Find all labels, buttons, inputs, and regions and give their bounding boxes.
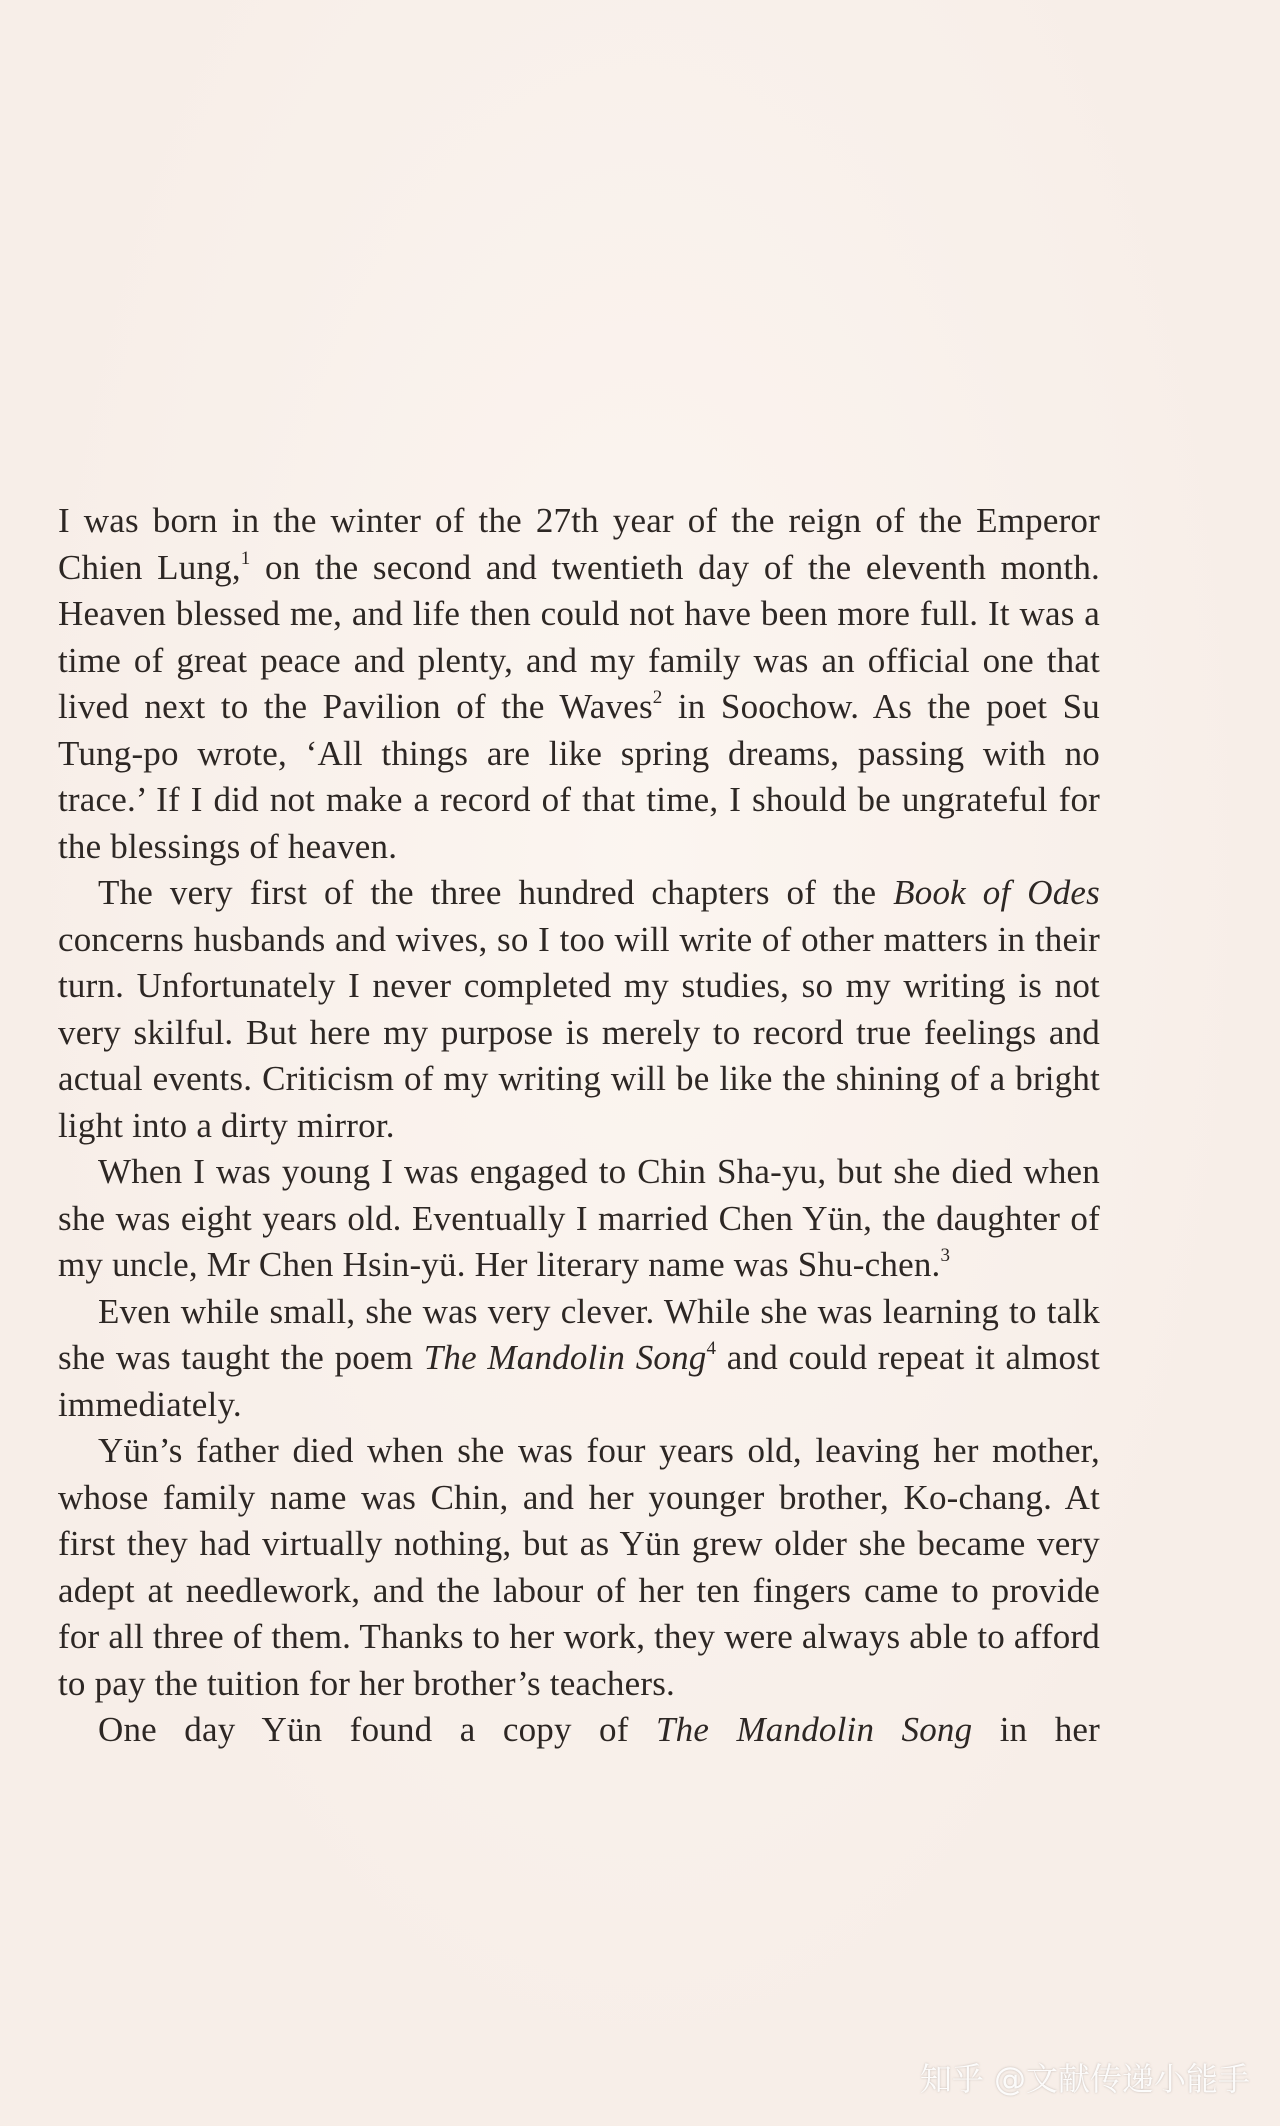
italic-title: The Mandolin Song	[655, 1710, 973, 1749]
paragraph-p1	[58, 498, 1100, 870]
footnote-marker: 2	[652, 687, 663, 709]
paragraph-p6	[58, 1707, 1100, 1754]
text-run: One day Yün found a copy of	[98, 1710, 656, 1749]
italic-title: Book of Odes	[893, 873, 1100, 912]
text-run: in Soochow. As the poet Su Tung-po wrote, ‘All things are like spring dreams, passing with no trace.’ If I did not make a record of that time, I should be ungrateful for the blessings of heaven.	[58, 687, 1100, 866]
paragraph-p2	[58, 870, 1100, 1149]
text-run: The very first of the three hundred chapters of the	[98, 873, 894, 912]
footnote-marker: 1	[240, 547, 251, 569]
paragraph-p4	[58, 1289, 1100, 1429]
body-text	[58, 498, 1100, 1754]
text-run: I was born in the winter of the 27th year of the reign of the Emperor Chien Lung,	[58, 501, 1100, 587]
italic-title: The Mandolin Song	[423, 1338, 707, 1377]
watermark: 知乎 @文献传递小能手	[919, 2060, 1250, 2098]
paragraph-p5	[58, 1428, 1100, 1707]
text-run: Even while small, she was very clever. While she was learning to talk she was taught the poem	[58, 1291, 1100, 1377]
footnote-marker: 3	[940, 1245, 951, 1267]
text-run: on the second and twentieth day of the eleventh month. Heaven blessed me, and life then could not have been more full. It was a time of great peace and plenty, and my family was an official one that lived next to the Pavilion of the Waves	[58, 547, 1100, 726]
paragraph-p3	[58, 1149, 1100, 1289]
text-run: in her	[972, 1710, 1100, 1749]
footnote-marker: 4	[706, 1338, 717, 1360]
text-run: When I was young I was engaged to Chin Sha-yu, but she died when she was eight years old. Eventually I married Chen Yün, the daughter of my uncle, Mr Chen Hsin-yü. Her literary name was Shu-chen.	[58, 1152, 1100, 1284]
text-run: concerns husbands and wives, so I too will write of other matters in their turn. Unfortunately I never completed my studies, so my writing is not very skilful. But here my purpose is merely to record true feelings and actual events. Criticism of my writing will be like the shining of a bright light into a dirty mirror.	[58, 919, 1100, 1145]
text-run: and could repeat it almost immediately.	[58, 1338, 1101, 1424]
text-run: Yün’s father died when she was four years old, leaving her mother, whose family name was Chin, and her younger brother, Ko-chang. At first they had virtually nothing, but as Yün grew older she became very adept at needlework, and the labour of her ten fingers came to provide for all three of them. Thanks to her work, they were always able to afford to pay the tuition for her brother’s teachers.	[58, 1431, 1100, 1703]
